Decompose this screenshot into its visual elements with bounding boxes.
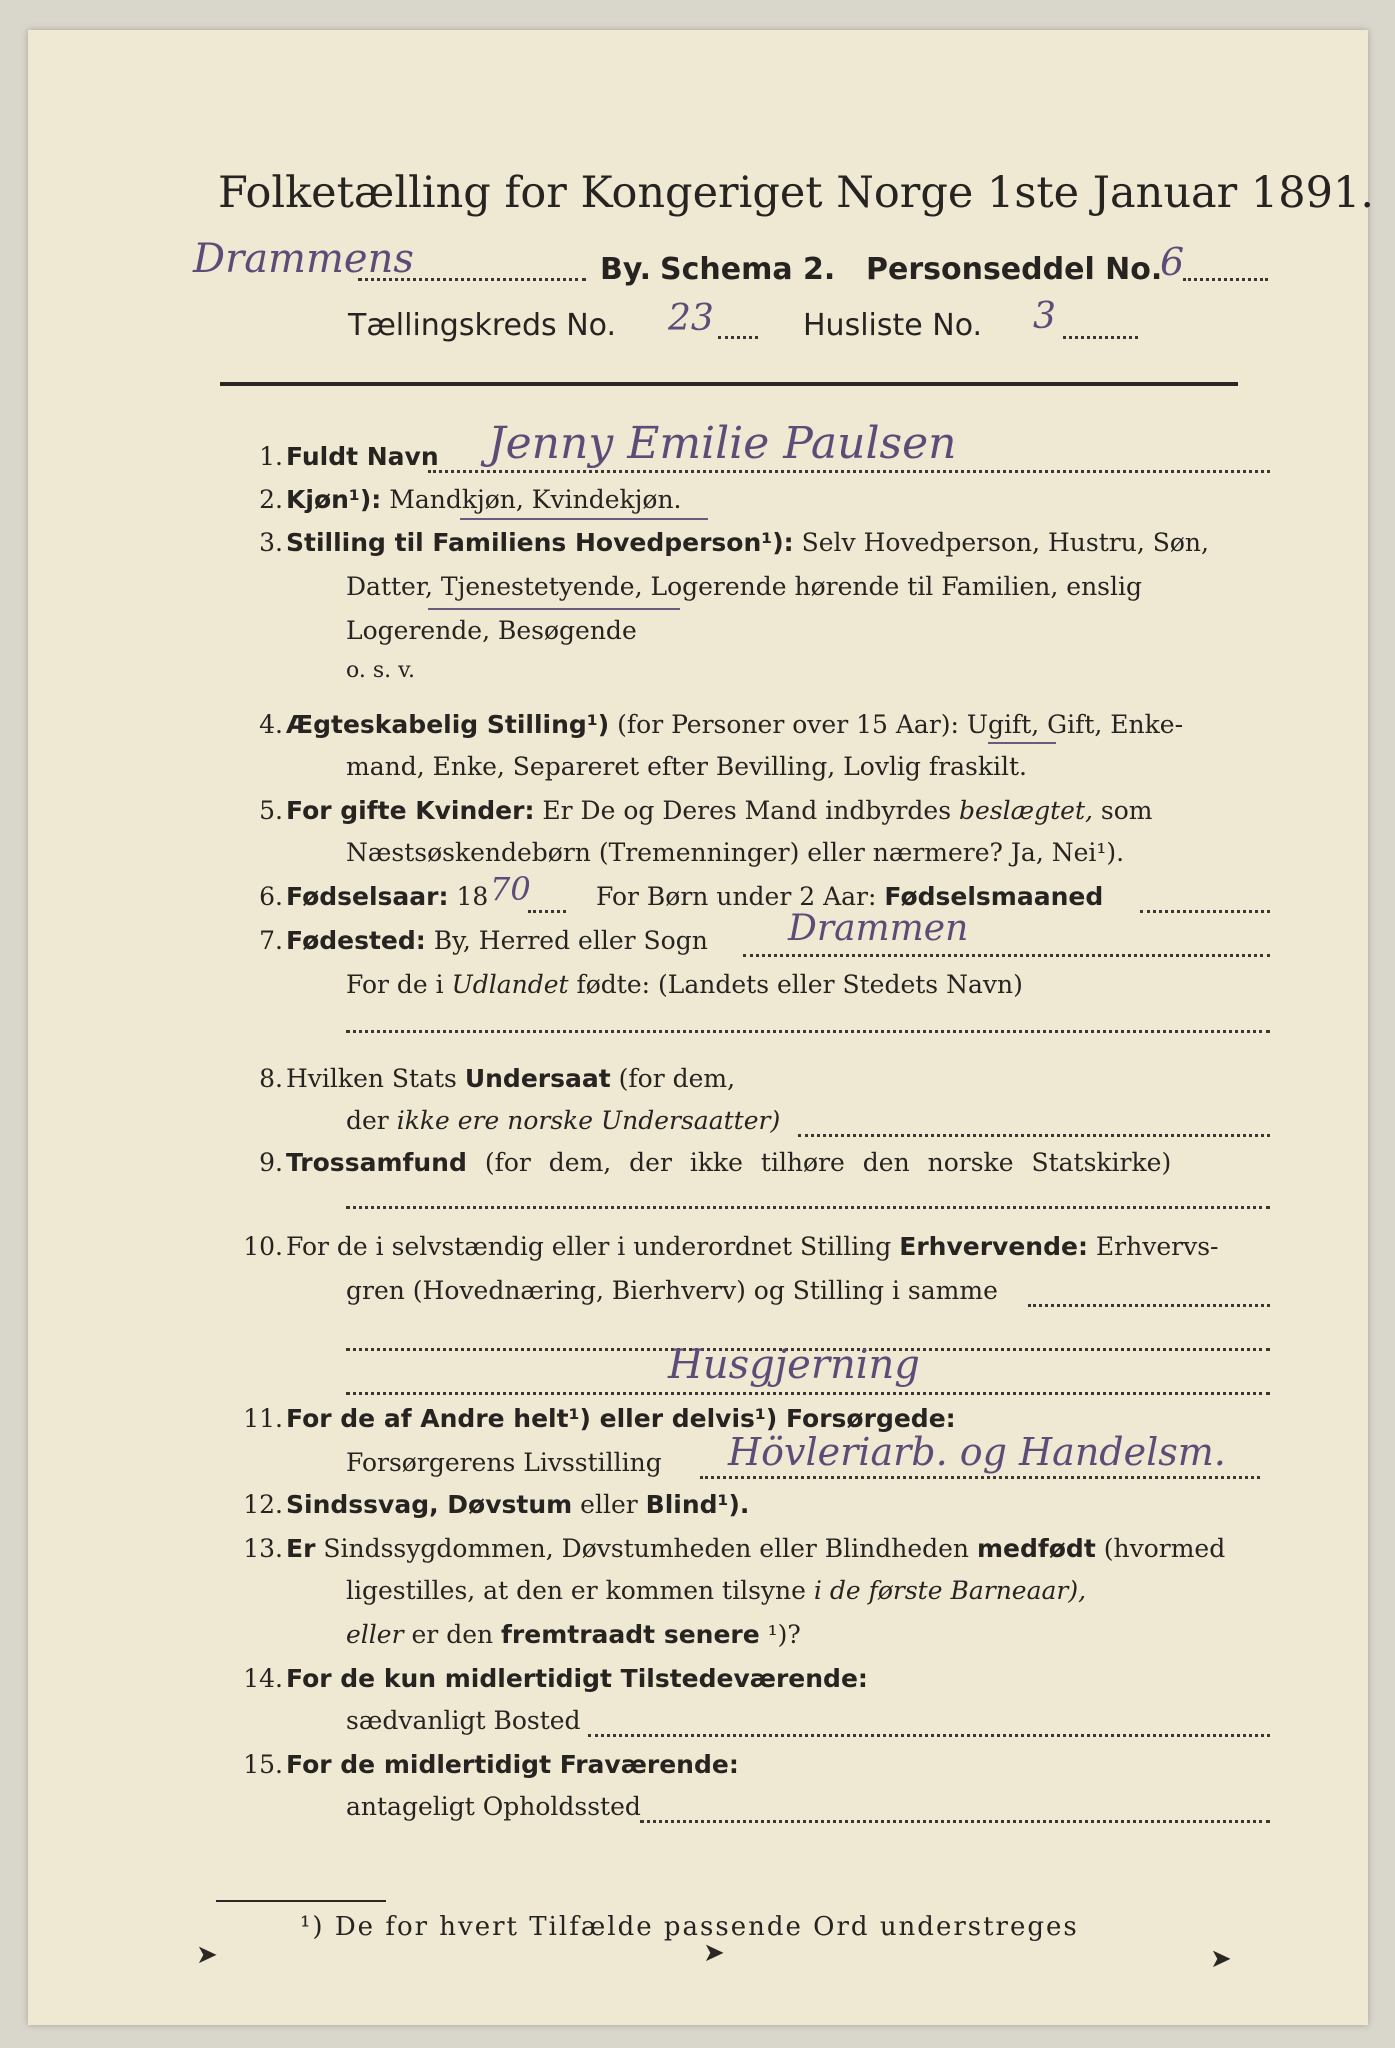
full-name-dotted-line: [428, 470, 1270, 473]
supported-label: For de af Andre helt¹) eller delvis¹) Forsørgede:: [286, 1404, 956, 1433]
marital-options-2: mand, Enke, Separeret efter Bevilling, Lovlig fraskilt.: [346, 752, 1027, 781]
disability-text: eller: [580, 1490, 638, 1519]
congenital-line3: er den: [411, 1620, 494, 1649]
citizenship-label: Undersaat: [464, 1064, 611, 1093]
husliste-label: Husliste No.: [803, 308, 983, 343]
birthplace-answer: Drammen: [788, 908, 969, 949]
item-number: 5.: [259, 796, 283, 825]
census-form-page: [28, 30, 1375, 2025]
abroad-text-b: fødte: (Landets eller Stedets Navn): [576, 970, 1023, 999]
marital-label: Ægteskabelig Stilling¹): [286, 710, 610, 739]
item-8-row: [286, 1064, 735, 1093]
congenital-line2: ligestilles, at den er kommen tilsyne: [346, 1576, 806, 1605]
occupation-label: Erhvervende:: [899, 1232, 1088, 1261]
usual-residence-label: sædvanligt Bosted: [346, 1706, 581, 1735]
probable-residence-label: antageligt Opholdssted: [346, 1792, 641, 1821]
occupation-text: For de i selvstændig eller i underordnet Stilling: [286, 1232, 892, 1261]
occupation-dotted-line-1: [1028, 1304, 1270, 1307]
birth-month-label: Fødselsmaaned: [884, 882, 1104, 911]
ugift-underline: [988, 742, 1056, 744]
item-number: 14.: [243, 1664, 283, 1693]
item-1-row: [286, 442, 439, 471]
item-number: 13.: [243, 1534, 283, 1563]
birthplace-dotted-line: [743, 954, 1270, 957]
personseddel-number: 6: [1160, 240, 1185, 284]
related-word: beslægtet,: [959, 796, 1093, 825]
citizenship-der: der: [346, 1106, 389, 1135]
temporary-absent-label: For de midlertidigt Fraværende:: [286, 1750, 739, 1779]
marital-options-1: (for Personer over 15 Aar): Ugift, Gift, Enke-: [617, 710, 1184, 739]
item-number: 11.: [243, 1404, 283, 1433]
husliste-number: 3: [1033, 296, 1056, 337]
probable-residence-dotted-line: [640, 1820, 1270, 1823]
sex-options: Mandkjøn, Kvindekjøn.: [389, 485, 682, 514]
supporter-label: Forsørgerens Livsstilling: [346, 1448, 662, 1477]
citizenship-row-2: [346, 1106, 780, 1135]
item-10-row: [286, 1232, 1218, 1261]
item-number: 8.: [259, 1064, 283, 1093]
item-11-row: [286, 1404, 956, 1433]
position-options-2: Datter, Tjenestetyende, Logerende hørende til Familien, enslig: [346, 572, 1143, 601]
birthplace-options: By, Herred eller Sogn: [433, 926, 708, 955]
occupation-end: Erhvervs-: [1095, 1232, 1219, 1261]
item-2-row: [286, 485, 682, 514]
kvindekjon-underline: [460, 518, 708, 520]
kreds-label: Tællingskreds No.: [348, 308, 616, 343]
schema-label: Schema 2.: [660, 252, 836, 287]
congenital-end: (hvormed: [1103, 1534, 1226, 1563]
header-rule: [220, 382, 1238, 386]
item-9-row: [286, 1148, 1171, 1177]
corner-mark-icon: ➤: [1210, 1944, 1232, 1974]
item-13-row: [286, 1534, 1225, 1563]
item-14-row: [286, 1664, 868, 1693]
sex-label: Kjøn¹):: [286, 485, 382, 514]
item-12-row: [286, 1490, 749, 1519]
by-label: By.: [600, 252, 652, 287]
under-two-row: [596, 882, 1103, 911]
full-name-answer: Jenny Emilie Paulsen: [488, 418, 957, 469]
religion-text: (for dem, der ikke tilhøre den norske Statskirke): [484, 1148, 1172, 1177]
corner-mark-icon: ➤: [196, 1940, 218, 1970]
religion-label: Trossamfund: [286, 1148, 467, 1177]
occupation-answer: Husgjerning: [668, 1342, 920, 1388]
kreds-dotted-line: [718, 336, 758, 339]
usual-residence-dotted-line: [588, 1734, 1270, 1737]
occupation-dotted-line-3: [346, 1392, 1270, 1395]
congenital-eller: eller: [346, 1620, 404, 1649]
birthplace-label: Fødested:: [286, 926, 426, 955]
kreds-number: 23: [668, 298, 714, 339]
item-number: 15.: [243, 1750, 283, 1779]
city-handwritten: Drammens: [193, 236, 414, 282]
full-name-label: Fuldt Navn: [286, 442, 439, 471]
personseddel-dotted-line: [1183, 278, 1268, 281]
congenital-label: medfødt: [976, 1534, 1096, 1563]
religion-dotted-line: [346, 1206, 1270, 1209]
item-number: 4.: [259, 710, 283, 739]
item-number: 7.: [259, 926, 283, 955]
related-options: Næstsøskendebørn (Tremenninger) eller nærmere? Ja, Nei¹).: [346, 838, 1125, 867]
item-number: 2.: [259, 485, 283, 514]
abroad-dotted-line: [346, 1030, 1270, 1033]
birth-year-dotted-line: [528, 910, 566, 913]
congenital-er: Er: [286, 1534, 316, 1563]
husliste-dotted-line: [1063, 336, 1138, 339]
under-two-text: For Børn under 2 Aar:: [596, 882, 877, 911]
item-7-row: [286, 926, 708, 955]
item-4-row: [286, 710, 1183, 739]
position-options-4: o. s. v.: [346, 658, 415, 683]
citizenship-italic: ikke ere norske Undersaatter): [396, 1106, 781, 1135]
related-end: som: [1100, 796, 1153, 825]
item-number: 12.: [243, 1490, 283, 1519]
temporary-present-label: For de kun midlertidigt Tilstedeværende:: [286, 1664, 868, 1693]
blind-label: Blind¹).: [645, 1490, 750, 1519]
birth-month-dotted-line: [1140, 910, 1270, 913]
corner-mark-icon: ➤: [703, 1938, 725, 1968]
item-number: 9.: [259, 1148, 283, 1177]
related-question: Er De og Deres Mand indbyrdes: [542, 796, 952, 825]
item-number: 6.: [259, 882, 283, 911]
congenital-row-2: [346, 1576, 1086, 1605]
congenital-row-3: [346, 1620, 801, 1649]
position-options-1: Selv Hovedperson, Hustru, Søn,: [801, 528, 1209, 557]
footnote: ¹) De for hvert Tilfælde passende Ord understreges: [300, 1912, 1079, 1942]
position-options-3: Logerende, Besøgende: [346, 616, 637, 645]
position-label: Stilling til Familiens Hovedperson¹):: [286, 528, 794, 557]
citizenship-dotted-line: [798, 1134, 1270, 1137]
disability-label: Sindssvag, Døvstum: [286, 1490, 573, 1519]
citizenship-end: (for dem,: [618, 1064, 736, 1093]
birth-year-handwritten: 70: [490, 870, 531, 908]
form-title: Folketælling for Kongeriget Norge 1ste Januar 1891.: [218, 168, 1375, 218]
item-number: 10.: [243, 1232, 283, 1261]
city-dotted-line: [358, 278, 586, 281]
congenital-line2-italic: i de første Barneaar),: [813, 1576, 1087, 1605]
later-label: fremtraadt senere: [501, 1620, 760, 1649]
birth-year-label: Fødselsaar:: [286, 882, 449, 911]
abroad-text-a: For de i: [346, 970, 444, 999]
item-number: 1.: [259, 442, 283, 471]
supporter-dotted-line: [700, 1476, 1260, 1479]
tjenestetyende-underline: [428, 608, 680, 610]
occupation-row-2: gren (Hovednæring, Bierhverv) og Stilling i samme: [346, 1276, 998, 1305]
congenital-line3-end: ¹)?: [767, 1620, 801, 1649]
item-5-row: [286, 796, 1153, 825]
item-15-row: [286, 1750, 739, 1779]
footnote-rule: [216, 1900, 386, 1902]
married-women-label: For gifte Kvinder:: [286, 796, 535, 825]
abroad-row: [346, 970, 1023, 999]
item-6-row: [286, 882, 488, 911]
abroad-word: Udlandet: [451, 970, 569, 999]
item-number: 3.: [259, 528, 283, 557]
item-3-row: [286, 528, 1209, 557]
personseddel-label: Personseddel No.: [866, 252, 1163, 287]
birth-year-prefix: 18: [456, 882, 489, 911]
supporter-answer: Hövleriarb. og Handelsm.: [728, 1430, 1226, 1474]
congenital-text: Sindssygdommen, Døvstumheden eller Blindheden: [323, 1534, 970, 1563]
citizenship-text: Hvilken Stats: [286, 1064, 457, 1093]
